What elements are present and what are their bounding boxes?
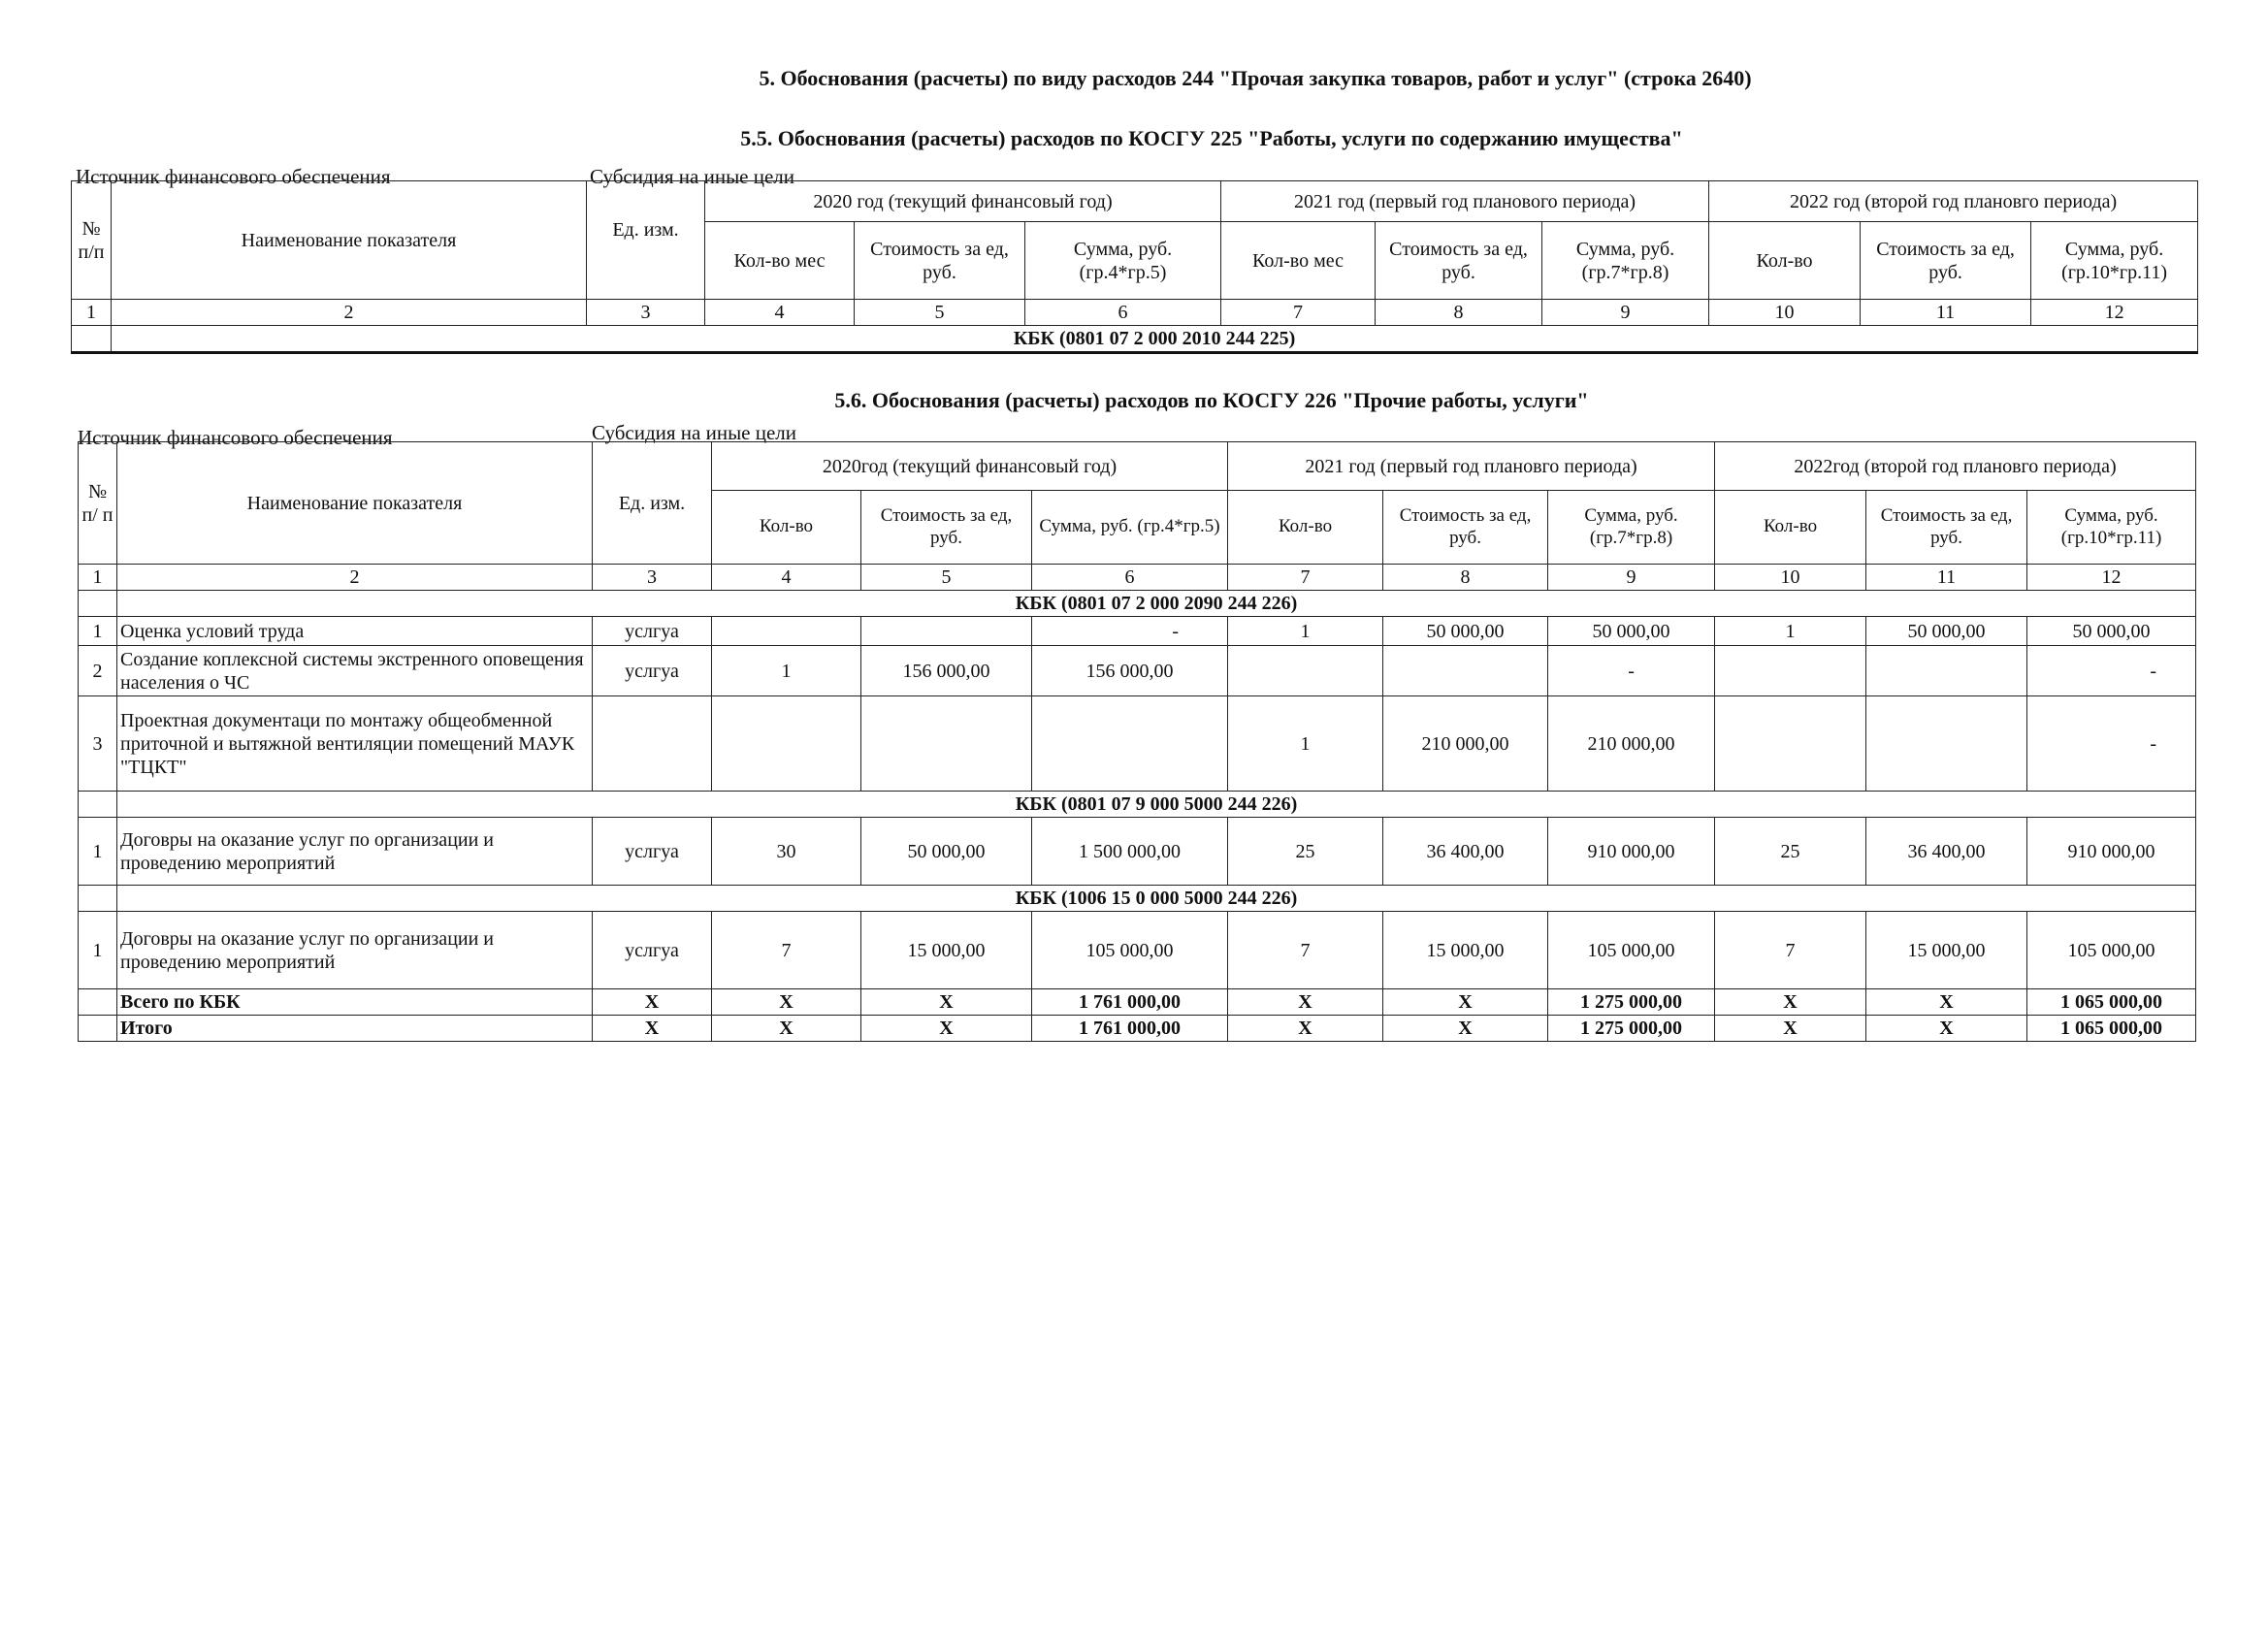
col-number: 3 [593, 565, 712, 591]
header-cost-2022: Стоимость за ед, руб. [1866, 491, 2027, 565]
total-sum-2022: 1 065 000,00 [2027, 989, 2196, 1016]
row-unit: услгуа [593, 646, 712, 696]
row-sum-2020: 1 500 000,00 [1032, 818, 1228, 886]
row-num: 1 [79, 617, 117, 646]
header-sum-2021: Сумма, руб. (гр.7*гр.8) [1542, 222, 1709, 300]
total-x: X [593, 1016, 712, 1042]
row-sum-2022: 910 000,00 [2027, 818, 2196, 886]
row-qty-2021: 1 [1228, 696, 1383, 792]
col-number: 12 [2031, 300, 2198, 326]
header-qty-2022: Кол-во [1709, 222, 1861, 300]
source-value: Субсидия на иные цели [592, 421, 797, 444]
total-x: X [593, 989, 712, 1016]
row-qty-2022: 1 [1715, 617, 1866, 646]
row-cost-2021: 50 000,00 [1383, 617, 1548, 646]
row-cost-2020 [861, 617, 1032, 646]
header-qty-2021: Кол-во мес [1221, 222, 1376, 300]
source-label: Источник финансового обеспечения [78, 426, 393, 449]
header-year-2020: 2020год (текущий финансовый год) [712, 442, 1228, 491]
row-sum-2020: 156 000,00 [1032, 646, 1228, 696]
total-x: X [1383, 989, 1548, 1016]
col-number: 9 [1548, 565, 1715, 591]
header-sum-2021: Сумма, руб. (гр.7*гр.8) [1548, 491, 1715, 565]
kbk-label: КБК (0801 07 9 000 5000 244 226) [117, 792, 2196, 818]
row-name: Оценка условий труда [117, 617, 593, 646]
section-5-5-title: 5.5. Обоснования (расчеты) расходов по КОСГУ 225 "Работы, услуги по содержанию имущества" [740, 126, 1683, 150]
total-x: X [1866, 989, 2027, 1016]
total-x: X [1866, 1016, 2027, 1042]
row-cost-2020: 156 000,00 [861, 646, 1032, 696]
col-number: 4 [705, 300, 855, 326]
row-num: 2 [79, 646, 117, 696]
total-sum-2021: 1 275 000,00 [1548, 1016, 1715, 1042]
section-5-6-title: 5.6. Обоснования (расчеты) расходов по КОСГУ 226 "Прочие работы, услуги" [834, 388, 1589, 412]
row-sum-2020: 105 000,00 [1032, 912, 1228, 989]
row-sum-2022: 50 000,00 [2027, 617, 2196, 646]
row-sum-2021: - [1548, 646, 1715, 696]
row-qty-2020 [712, 696, 861, 792]
col-number: 7 [1221, 300, 1376, 326]
total-label: Всего по КБК [117, 989, 593, 1016]
col-number: 1 [72, 300, 112, 326]
col-number: 10 [1715, 565, 1866, 591]
header-cost-2020: Стоимость за ед, руб. [861, 491, 1032, 565]
total-sum-2022: 1 065 000,00 [2027, 1016, 2196, 1042]
header-num: № п/ п [79, 442, 117, 565]
row-unit: услгуа [593, 912, 712, 989]
header-year-2022: 2022год (второй год плановго периода) [1715, 442, 2196, 491]
header-cost-2022: Стоимость за ед, руб. [1861, 222, 2031, 300]
col-number: 11 [1861, 300, 2031, 326]
total-x: X [712, 1016, 861, 1042]
table-row [79, 818, 2196, 886]
header-unit: Ед. изм. [587, 181, 705, 300]
row-sum-2021: 910 000,00 [1548, 818, 1715, 886]
kbk-row [79, 886, 2196, 912]
header-qty-2020: Кол-во мес [705, 222, 855, 300]
col-number: 2 [112, 300, 587, 326]
total-x: X [1715, 989, 1866, 1016]
row-cost-2020: 50 000,00 [861, 818, 1032, 886]
column-number-row [79, 565, 2196, 591]
total-x: X [1383, 1016, 1548, 1042]
col-number: 8 [1383, 565, 1548, 591]
kbk-row [79, 591, 2196, 617]
row-sum-2021: 50 000,00 [1548, 617, 1715, 646]
col-number: 11 [1866, 565, 2027, 591]
row-cost-2021: 210 000,00 [1383, 696, 1548, 792]
row-cost-2022 [1866, 646, 2027, 696]
col-number: 9 [1542, 300, 1709, 326]
row-qty-2021: 7 [1228, 912, 1383, 989]
table-kosgu-225 [71, 180, 2198, 354]
table-row [79, 912, 2196, 989]
total-sum-2021: 1 275 000,00 [1548, 989, 1715, 1016]
row-sum-2022: - [2027, 696, 2196, 792]
row-name: Создание коплексной системы экстренного оповещения населения о ЧС [117, 646, 593, 696]
header-cost-2021: Стоимость за ед, руб. [1383, 491, 1548, 565]
main-title: 5. Обоснования (расчеты) по виду расходов 244 "Прочая закупка товаров, работ и услуг" (строка 2640) [759, 66, 1752, 90]
total-x: X [861, 1016, 1032, 1042]
row-num: 1 [79, 912, 117, 989]
row-qty-2020: 1 [712, 646, 861, 696]
table-row [79, 646, 2196, 696]
total-x: X [861, 989, 1032, 1016]
total-sum-2020: 1 761 000,00 [1032, 1016, 1228, 1042]
row-qty-2021: 25 [1228, 818, 1383, 886]
kbk-label: КБК (0801 07 2 000 2090 244 226) [117, 591, 2196, 617]
total-label: Итого [117, 1016, 593, 1042]
row-sum-2021: 210 000,00 [1548, 696, 1715, 792]
row-name: Договры на оказание услуг по организации и проведению мероприятий [117, 912, 593, 989]
column-number-row [72, 300, 2198, 326]
row-qty-2021: 1 [1228, 617, 1383, 646]
header-qty-2020: Кол-во [712, 491, 861, 565]
row-sum-2021: 105 000,00 [1548, 912, 1715, 989]
row-qty-2020: 7 [712, 912, 861, 989]
col-number: 8 [1376, 300, 1542, 326]
total-x: X [1228, 989, 1383, 1016]
row-cost-2021: 36 400,00 [1383, 818, 1548, 886]
table-row [79, 696, 2196, 792]
row-sum-2022: - [2027, 646, 2196, 696]
row-name: Договры на оказание услуг по организации и проведению мероприятий [117, 818, 593, 886]
col-number: 5 [855, 300, 1025, 326]
row-unit: услгуа [593, 617, 712, 646]
header-sum-2020: Сумма, руб. (гр.4*гр.5) [1032, 491, 1228, 565]
header-qty-2021: Кол-во [1228, 491, 1383, 565]
source-label: Источник финансового обеспечения [76, 165, 391, 188]
row-qty-2022 [1715, 696, 1866, 792]
row-cost-2022 [1866, 696, 2027, 792]
header-name: Наименование показателя [117, 442, 593, 565]
header-sum-2022: Сумма, руб. (гр.10*гр.11) [2027, 491, 2196, 565]
row-sum-2022: 105 000,00 [2027, 912, 2196, 989]
total-sum-2020: 1 761 000,00 [1032, 989, 1228, 1016]
header-unit: Ед. изм. [593, 442, 712, 565]
kbk-label: КБК (0801 07 2 000 2010 244 225) [112, 326, 2198, 353]
grand-total-row [79, 1016, 2196, 1042]
row-qty-2022: 25 [1715, 818, 1866, 886]
row-cost-2020 [861, 696, 1032, 792]
row-cost-2021 [1383, 646, 1548, 696]
row-cost-2022: 36 400,00 [1866, 818, 2027, 886]
col-number: 12 [2027, 565, 2196, 591]
kbk-label: КБК (1006 15 0 000 5000 244 226) [117, 886, 2196, 912]
row-qty-2021 [1228, 646, 1383, 696]
total-x: X [1228, 1016, 1383, 1042]
header-cost-2020: Стоимость за ед, руб. [855, 222, 1025, 300]
header-year-2022: 2022 год (второй год плановго периода) [1709, 181, 2198, 222]
row-qty-2022 [1715, 646, 1866, 696]
kbk-row [72, 326, 2198, 353]
row-cost-2022: 15 000,00 [1866, 912, 2027, 989]
total-x: X [1715, 1016, 1866, 1042]
row-qty-2020: 30 [712, 818, 861, 886]
row-cost-2022: 50 000,00 [1866, 617, 2027, 646]
table-row [79, 617, 2196, 646]
total-row [79, 989, 2196, 1016]
row-unit: услгуа [593, 818, 712, 886]
col-number: 3 [587, 300, 705, 326]
row-num: 3 [79, 696, 117, 792]
col-number: 4 [712, 565, 861, 591]
row-sum-2020: - [1032, 617, 1228, 646]
col-number: 10 [1709, 300, 1861, 326]
row-unit [593, 696, 712, 792]
header-num: № п/п [72, 181, 112, 300]
kbk-row [79, 792, 2196, 818]
row-cost-2020: 15 000,00 [861, 912, 1032, 989]
row-sum-2020 [1032, 696, 1228, 792]
row-qty-2020 [712, 617, 861, 646]
row-qty-2022: 7 [1715, 912, 1866, 989]
col-number: 5 [861, 565, 1032, 591]
row-cost-2021: 15 000,00 [1383, 912, 1548, 989]
header-year-2021: 2021 год (первый год плановго периода) [1228, 442, 1715, 491]
header-cost-2021: Стоимость за ед, руб. [1376, 222, 1542, 300]
col-number: 6 [1025, 300, 1221, 326]
col-number: 6 [1032, 565, 1228, 591]
header-qty-2022: Кол-во [1715, 491, 1866, 565]
table-kosgu-226 [78, 441, 2196, 1042]
header-year-2020: 2020 год (текущий финансовый год) [705, 181, 1221, 222]
header-sum-2020: Сумма, руб. (гр.4*гр.5) [1025, 222, 1221, 300]
row-num: 1 [79, 818, 117, 886]
header-name: Наименование показателя [112, 181, 587, 300]
col-number: 1 [79, 565, 117, 591]
total-x: X [712, 989, 861, 1016]
col-number: 2 [117, 565, 593, 591]
row-name: Проектная документаци по монтажу общеобменной приточной и вытяжной вентиляции помещений МАУК "ТЦКТ" [117, 696, 593, 792]
header-year-2021: 2021 год (первый год планового периода) [1221, 181, 1709, 222]
col-number: 7 [1228, 565, 1383, 591]
header-sum-2022: Сумма, руб. (гр.10*гр.11) [2031, 222, 2198, 300]
source-value: Субсидия на иные цели [590, 165, 795, 188]
